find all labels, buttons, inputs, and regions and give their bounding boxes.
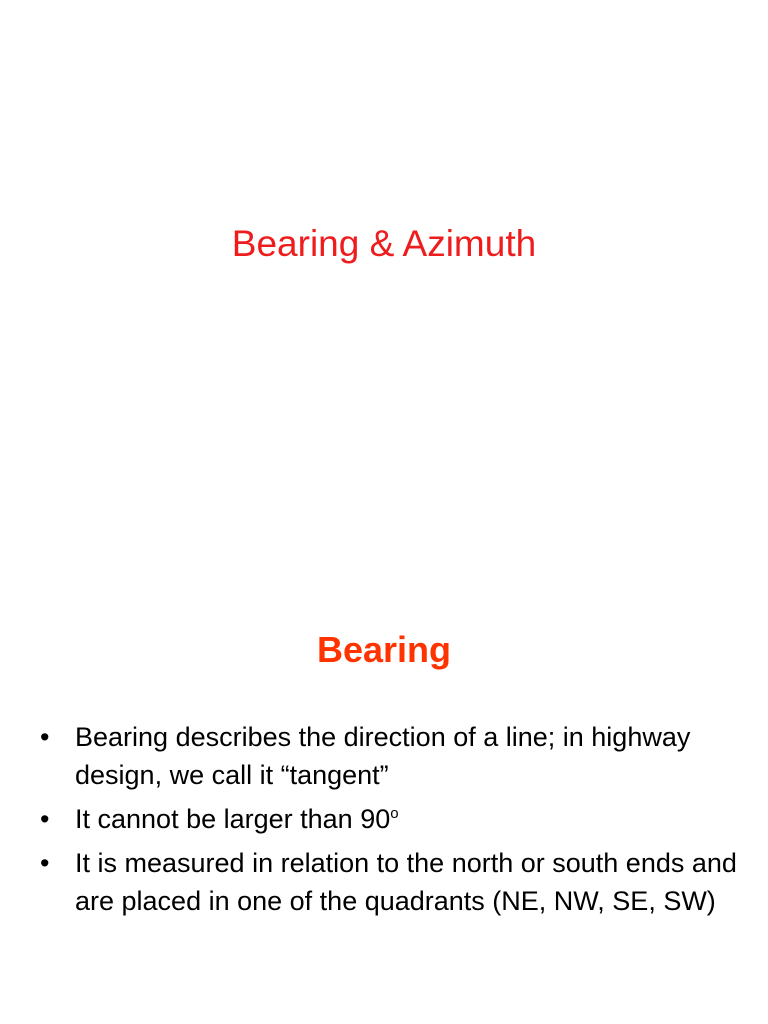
bullet-dot-icon: •: [40, 804, 50, 834]
bullet-text: It is measured in relation to the north or south ends and are placed in one of the quadrants (NE, NW, SE, SW): [75, 848, 737, 916]
bullet-list: [40, 718, 740, 926]
bullet-dot-icon: •: [40, 848, 50, 878]
bullet-item: [40, 844, 740, 920]
bullet-item: [40, 718, 740, 794]
bullet-dot-icon: •: [40, 722, 50, 752]
bullet-item: [40, 800, 740, 838]
bullet-text: Bearing describes the direction of a line; in highway design, we call it “tangent”: [75, 722, 691, 790]
slide-title-heading: Bearing & Azimuth: [231, 223, 537, 264]
bullet-text: It cannot be larger than 90: [75, 804, 391, 834]
slide-bearing: [0, 512, 768, 1024]
degree-superscript: o: [390, 805, 399, 822]
bearing-heading: Bearing: [316, 629, 452, 670]
